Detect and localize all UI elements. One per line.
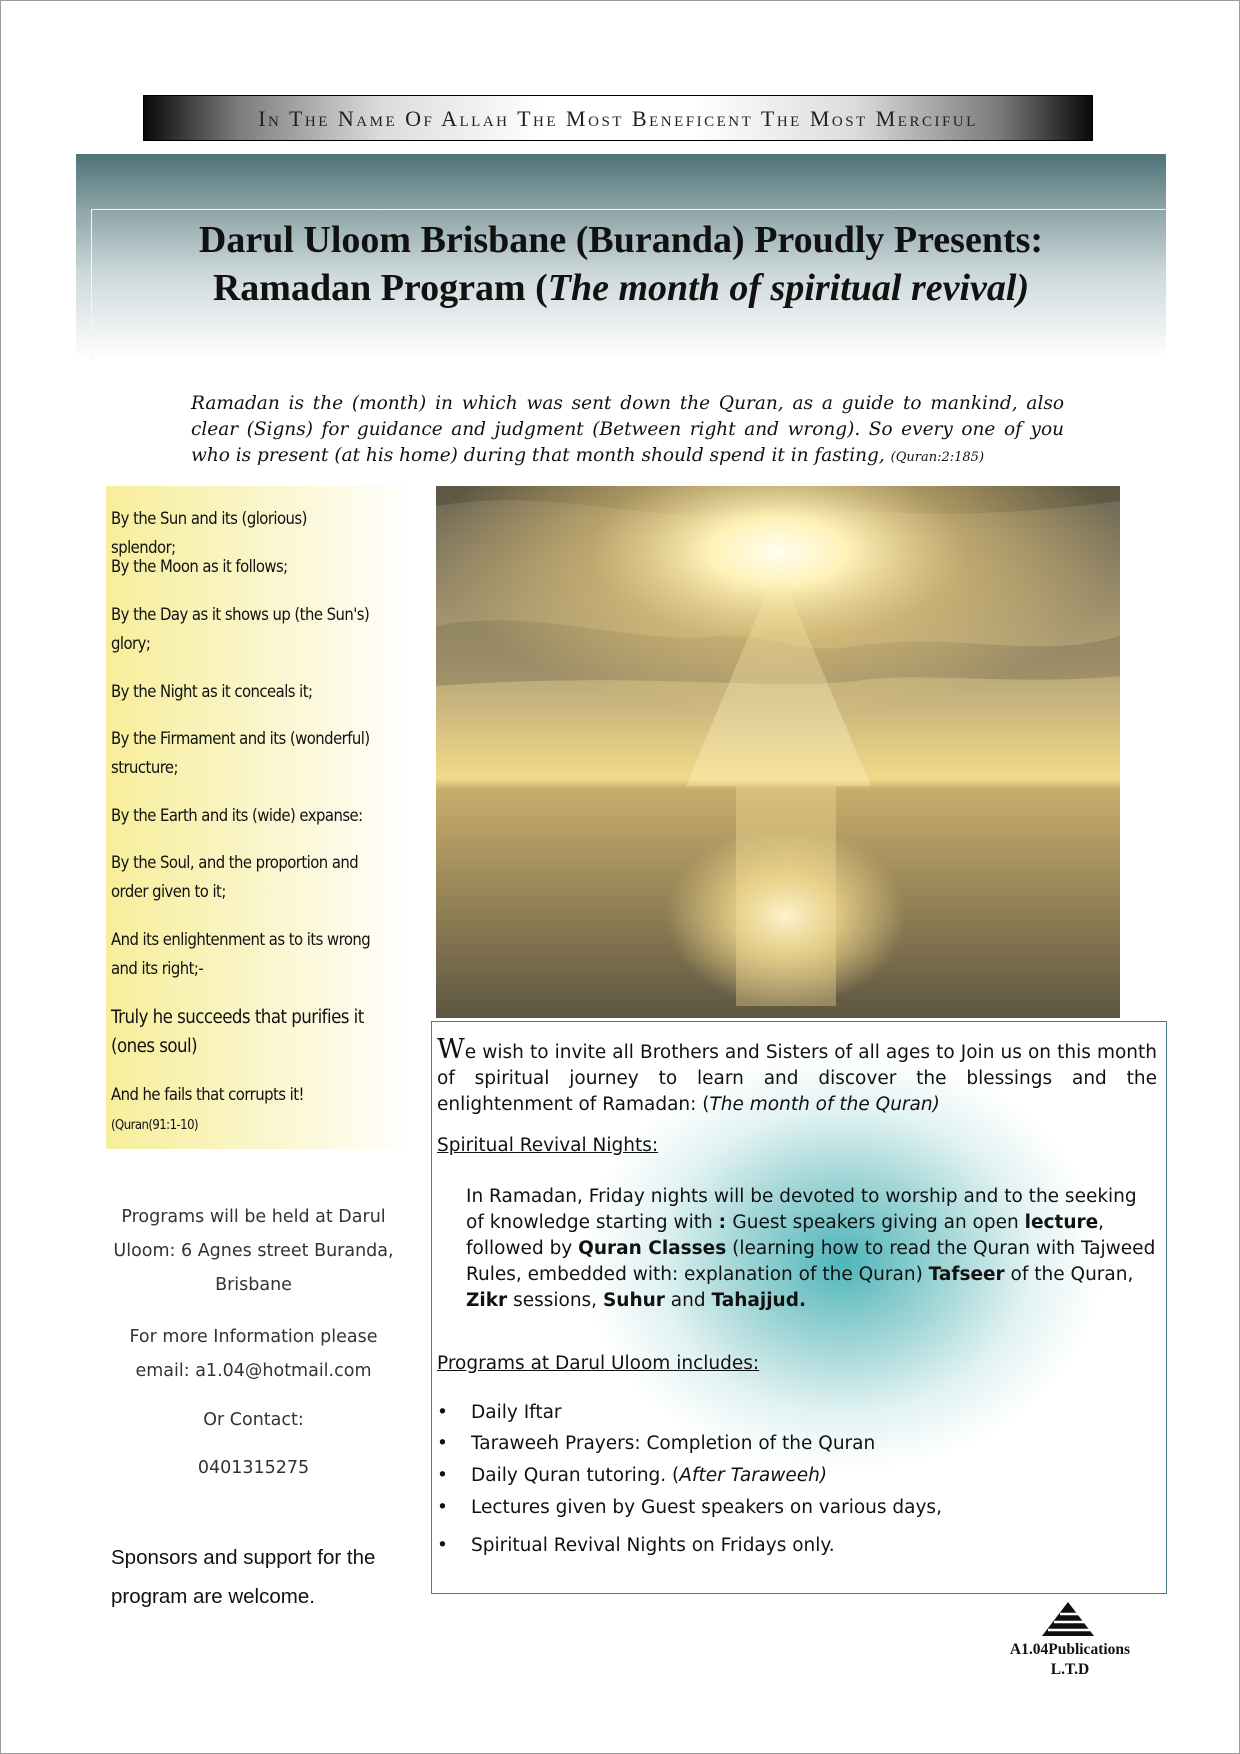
nights-t10: Zikr xyxy=(466,1290,508,1311)
publisher-name xyxy=(950,1640,1190,1680)
nights-t13: and xyxy=(664,1290,712,1311)
program-item xyxy=(437,1535,1157,1556)
header-panel xyxy=(76,154,1166,360)
program-item-text: Taraweeh Prayers: Completion of the Quran xyxy=(471,1433,876,1454)
contact-phone: 0401315275 xyxy=(197,1458,310,1478)
nights-t14: Tahajjud. xyxy=(711,1290,806,1311)
invitation-initial: W xyxy=(437,1034,465,1065)
invitation-italic: The month of the Quran) xyxy=(709,1094,940,1115)
publisher-line-1: A1.04Publications xyxy=(1009,1641,1131,1658)
program-item-text: Daily Quran tutoring. ( xyxy=(471,1465,680,1486)
nights-t6: Quran Classes xyxy=(578,1238,727,1259)
title-line-1: Darul Uloom Brisbane (Buranda) Proudly Presents: xyxy=(198,219,1044,261)
invitation-body: e wish to invite all Brothers and Sisters of all ages to Join us on this month of spiritual journey to learn and discover the blessings and the enlightenment of Ramadan: ( xyxy=(437,1042,1157,1115)
nights-t8: Tafseer xyxy=(928,1264,1005,1285)
programs-heading: Programs at Darul Uloom includes: xyxy=(437,1353,760,1374)
nights-t3: Guest speakers giving an open xyxy=(732,1212,1025,1233)
verse-line: By the Day as it shows up (the Sun's) glory; xyxy=(111,605,370,653)
sponsors-note: Sponsors and support for the program are welcome. xyxy=(111,1546,376,1608)
verse-line: And its enlightenment as to its wrong and its right;- xyxy=(111,930,371,978)
program-item xyxy=(437,1433,1157,1454)
verse-line: By the Night as it conceals it; xyxy=(111,682,313,701)
program-item-text: Daily Iftar xyxy=(471,1402,562,1423)
verse-line: By the Sun and its (glorious) splendor; xyxy=(111,509,307,557)
program-item-text: Lectures given by Guest speakers on various days, xyxy=(471,1497,942,1518)
nights-t4: lecture xyxy=(1024,1212,1099,1233)
invitation-box xyxy=(431,1021,1167,1594)
quran-quote xyxy=(191,391,1064,471)
bullet: • xyxy=(437,1465,448,1486)
nights-t9: of the Quran, xyxy=(1004,1264,1134,1285)
verse-line: By the Earth and its (wide) expanse: xyxy=(111,806,363,825)
quote-text: Ramadan is the (month) in which was sent down the Quran, as a guide to mankind, also clear (Signs) for guidance and judgment (Between right and wrong). So every one of you who is present (at his home) during that month should spend it in fasting, xyxy=(191,393,1064,466)
quote-reference: (Quran:2:185) xyxy=(890,450,985,465)
verse-line: By the Soul, and the proportion and order given to it; xyxy=(111,853,359,901)
invitation-text xyxy=(437,1034,1157,1118)
contact-email: For more Information please email: a1.04@hotmail.com xyxy=(129,1327,378,1381)
sunset-sea-photo xyxy=(436,486,1120,1018)
bullet: • xyxy=(437,1433,448,1454)
pyramid-logo-icon xyxy=(1040,1600,1096,1638)
bismillah-banner xyxy=(143,95,1093,141)
bullet: • xyxy=(437,1497,448,1518)
title-line-2-italic: The month of spiritual revival) xyxy=(547,267,1030,309)
verse-line: Truly he succeeds that purifies it (ones soul) xyxy=(111,1007,364,1057)
verses-panel xyxy=(106,486,414,1149)
program-item-text: Spiritual Revival Nights on Fridays only. xyxy=(471,1535,835,1556)
verse-line-last xyxy=(111,1080,372,1140)
title-line-2 xyxy=(76,266,1166,310)
nights-description xyxy=(466,1184,1158,1314)
nights-heading: Spiritual Revival Nights: xyxy=(437,1135,659,1156)
bullet: • xyxy=(437,1402,448,1423)
verse-reference: (Quran(91:1-10) xyxy=(111,1118,199,1133)
title-line-2-start: Ramadan Program ( xyxy=(212,267,548,309)
venue-info: Programs will be held at Darul Uloom: 6 Agnes street Buranda, Brisbane xyxy=(113,1207,394,1295)
nights-t7: (learning how to read the Quran with Tajweed Rules, embedded with: explanation of the Quran) xyxy=(466,1238,1156,1285)
program-item xyxy=(437,1497,1157,1518)
verse-text: And he fails that corrupts it! xyxy=(111,1085,304,1104)
publisher-line-2: L.T.D xyxy=(1050,1661,1090,1678)
program-item xyxy=(437,1402,1157,1423)
verse-line: By the Firmament and its (wonderful) structure; xyxy=(111,729,370,777)
nights-t1: In Ramadan, Friday nights will be devoted to worship and to the seeking of knowledge starting with xyxy=(466,1186,1137,1233)
nights-t5: , followed by xyxy=(466,1212,1105,1259)
verse-line: By the Moon as it follows; xyxy=(111,557,288,576)
nights-t2: : xyxy=(718,1212,733,1233)
contact-label: Or Contact: xyxy=(203,1410,304,1430)
nights-t12: Suhur xyxy=(602,1290,665,1311)
nights-t11: sessions, xyxy=(507,1290,603,1311)
bullet: • xyxy=(437,1535,448,1556)
banner-text: In The Name Of Allah The Most Beneficent The Most Merciful xyxy=(258,106,978,131)
program-item-italic: After Taraweeh) xyxy=(679,1465,828,1486)
program-item xyxy=(437,1465,1157,1486)
